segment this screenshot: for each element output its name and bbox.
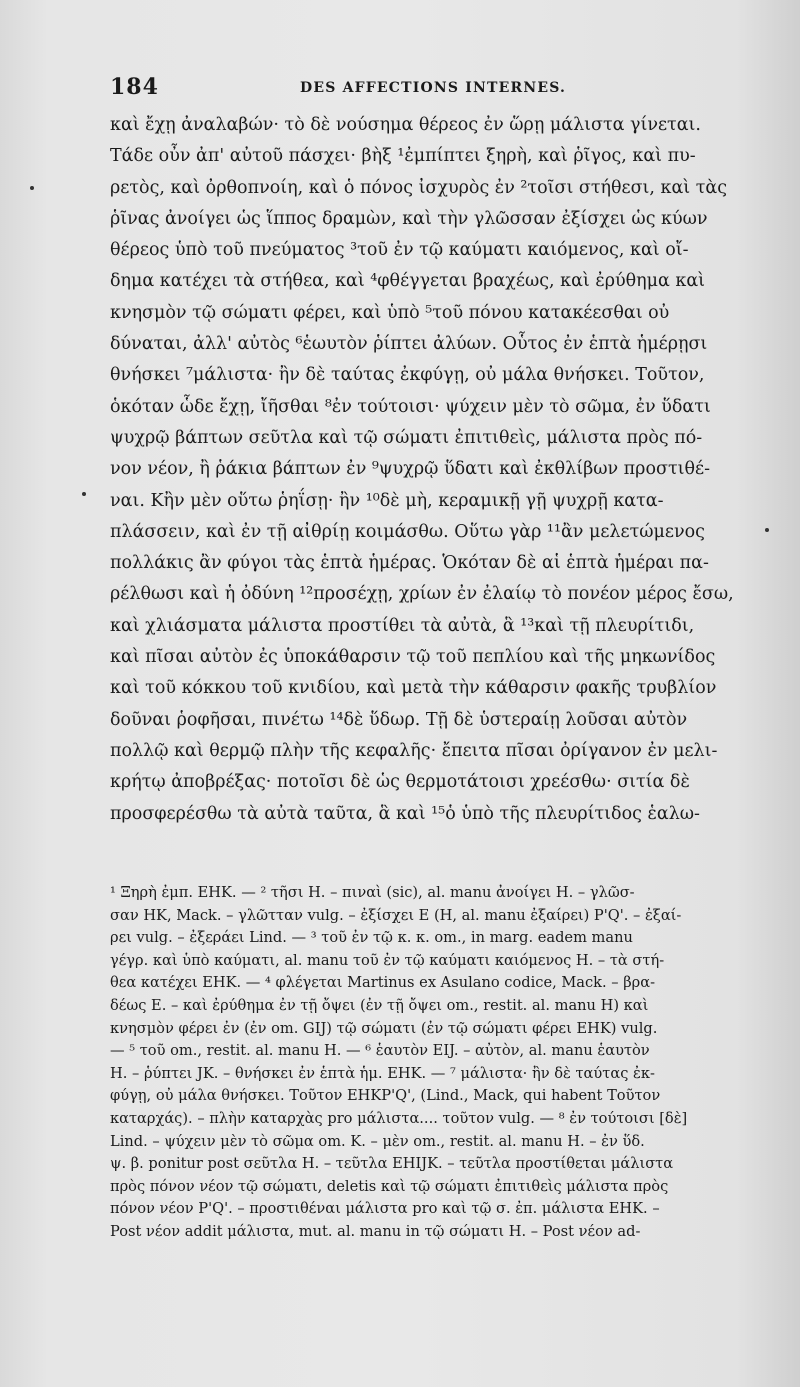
text-line: ὁκόταν ὧδε ἔχῃ, ἴῆσθαι ⁸ἐν τούτοισι· ψύχειν μὲν τὸ σῶμα, ἐν ὕδατι [110,396,711,417]
footnote-line: Lind. – ψύχειν μὲν τὸ σῶμα om. K. – μὲν om., restit. al. manu H. – ἐν ὕδ. [110,1132,645,1150]
footnote-line: καταρχάς). – πλὴν καταρχὰς pro μάλιστα.... τοῦτον vulg. — ⁸ ἐν τούτοισι [δὲ] [110,1109,688,1127]
text-line: ρέλθωσι καὶ ἡ ὀδύνη ¹²προσέχῃ, χρίων ἐν ἐλαίῳ τὸ πονέον μέρος ἔσω, [110,584,734,605]
main-text [110,110,746,830]
text-line: νον νέον, ἢ ῥάκια βάπτων ἐν ⁹ψυχρῷ ὕδατι καὶ ἐκθλίβων προστιθέ- [110,459,711,480]
text-line: κρήτῳ ἀποβρέξας· ποτοῖσι δὲ ὡς θερμοτάτοισι χρεέσθω· σιτία δὲ [110,772,690,793]
footnote-line: H. – ῥύπτει JK. – θνήσκει ἐν ἑπτὰ ἡμ. EHK. — ⁷ μάλιστα· ἢν δὲ ταύτας ἐκ- [110,1064,655,1082]
footnote-line: — ⁵ τοῦ om., restit. al. manu H. — ⁶ ἑαυτὸν EIJ. – αὐτὸν, al. manu ἑαυτὸν [110,1042,650,1060]
page-number: 184 [110,74,159,100]
footnote-line: θεα κατέχει EHK. — ⁴ φλέγεται Martinus ex Asulano codice, Mack. – βρα- [110,974,656,992]
footnote-line: ¹ Ξηρὴ ἐμπ. EHK. — ² τῆσι H. – πιναὶ (sic), al. manu ἀνοίγει H. – γλῶσ- [110,884,635,901]
text-line: καὶ πῖσαι αὐτὸν ἐς ὑποκάθαρσιν τῷ τοῦ πεπλίου καὶ τῆς μηκωνίδος [110,647,716,668]
footnote-line: φύγῃ, οὐ μάλα θνήσκει. Τοῦτον EHKP'Q', (Lind., Mack, qui habent Τοῦτον [110,1087,661,1105]
footnote-line: δέως E. – καὶ ἐρύθημα ἐν τῇ ὄψει (ἐν τῇ ὄψει om., restit. al. manu H) καὶ [110,996,649,1014]
text-line: Τάδε οὖν ἀπ' αὐτοῦ πάσχει· βὴξ ¹ἐμπίπτει ξηρὴ, καὶ ῥῖγος, καὶ πυ- [110,146,696,167]
text-line: πλάσσειν, καὶ ἐν τῇ αἰθρίῃ κοιμάσθω. Οὕτω γὰρ ¹¹ἂν μελετώμενος [110,521,705,542]
text-line: ναι. Κἢν μὲν οὕτω ῥηΐσῃ· ἢν ¹⁰δὲ μὴ, κεραμικῇ γῇ ψυχρῇ κατα- [110,490,664,511]
footnote-line: ψ. β. ponitur post σεῦτλα H. – τεῦτλα EHIJK. – τεῦτλα προστίθεται μάλιστα [110,1155,674,1173]
page-header [110,74,740,104]
margin-dot [765,528,769,532]
footnotes [110,882,746,1244]
footnote-line: πρὸς πόνον νέον τῷ σώματι, deletis καὶ τῷ σώματι ἐπιτιθεὶς μάλιστα πρὸς [110,1177,669,1195]
footnote-line: Post νέον addit μάλιστα, mut. al. manu in τῷ σώματι H. – Post νέον ad- [110,1222,641,1240]
text-line: προσφερέσθω τὰ αὐτὰ ταῦτα, ἃ καὶ ¹⁵ὁ ὑπὸ τῆς πλευρίτιδος ἑαλω- [110,803,700,824]
text-line: καὶ ἔχῃ ἀναλαβών· τὸ δὲ νούσημα θέρεος ἐν ὥρῃ μάλιστα γίνεται. [110,115,701,135]
text-line: ῥῖνας ἀνοίγει ὡς ἵππος δραμὼν, καὶ τὴν γλῶσσαν ἐξίσχει ὡς κύων [110,208,708,229]
text-line: δοῦναι ῥοφῆσαι, πινέτω ¹⁴δὲ ὕδωρ. Τῇ δὲ ὑστεραίῃ λοῦσαι αὐτὸν [110,709,688,730]
margin-dot [30,186,34,190]
text-line: ψυχρῷ βάπτων σεῦτλα καὶ τῷ σώματι ἐπιτιθεὶς, μάλιστα πρὸς πό- [110,427,703,448]
text-line: θέρεος ὑπὸ τοῦ πνεύματος ³τοῦ ἐν τῷ καύματι καιόμενος, καὶ οἴ- [110,240,689,261]
text-line: καὶ χλιάσματα μάλιστα προστίθει τὰ αὐτὰ, ἃ ¹³καὶ τῇ πλευρίτιδι, [110,615,695,636]
text-line: ρετὸς, καὶ ὀρθοπνοίη, καὶ ὁ πόνος ἰσχυρὸς ἐν ²τοῖσι στήθεσι, καὶ τὰς [110,177,727,198]
text-line: θνήσκει ⁷μάλιστα· ἢν δὲ ταύτας ἐκφύγῃ, οὐ μάλα θνήσκει. Τοῦτον, [110,365,705,386]
footnote-line: κνησμὸν φέρει ἐν (ἐν om. GIJ) τῷ σώματι (ἐν τῷ σώματι φέρει EHK) vulg. [110,1019,658,1037]
footnote-line: ρει vulg. – ἐξεράει Lind. — ³ τοῦ ἐν τῷ κ. κ. om., in marg. eadem manu [110,929,633,947]
footnote-line: σαν HK, Mack. – γλῶτταν vulg. – ἐξίσχει E (H, al. manu ἐξαίρει) P'Q'. – ἐξαί- [110,906,682,924]
text-line: πολλάκις ἂν φύγοι τὰς ἑπτὰ ἡμέρας. Ὁκόταν δὲ αἱ ἑπτὰ ἡμέραι πα- [110,553,709,574]
margin-dot [82,492,86,496]
text-line: καὶ τοῦ κόκκου τοῦ κνιδίου, καὶ μετὰ τὴν κάθαρσιν φακῆς τρυβλίον [110,678,717,699]
text-line: δύναται, ἀλλ' αὐτὸς ⁶ἑωυτὸν ῥίπτει ἀλύων. Οὗτος ἐν ἑπτὰ ἡμέρῃσι [110,334,708,355]
footnote-line: πόνον νέον P'Q'. – προστιθέναι μάλιστα pro καὶ τῷ σ. ἐπ. μάλιστα EHK. – [110,1200,660,1218]
text-line: πολλῷ καὶ θερμῷ πλὴν τῆς κεφαλῆς· ἔπειτα πῖσαι ὀρίγανον ἐν μελι- [110,740,718,761]
text-line: δημα κατέχει τὰ στήθεα, καὶ ⁴φθέγγεται βραχέως, καὶ ἐρύθημα καὶ [110,271,706,292]
text-line: κνησμὸν τῷ σώματι φέρει, καὶ ὑπὸ ⁵τοῦ πόνου κατακέεσθαι οὐ [110,302,670,323]
footnote-line: γέγρ. καὶ ὑπὸ καύματι, al. manu τοῦ ἐν τῷ καύματι καιόμενος H. – τὰ στή- [110,951,665,969]
running-head: DES AFFECTIONS INTERNES. [300,80,567,96]
